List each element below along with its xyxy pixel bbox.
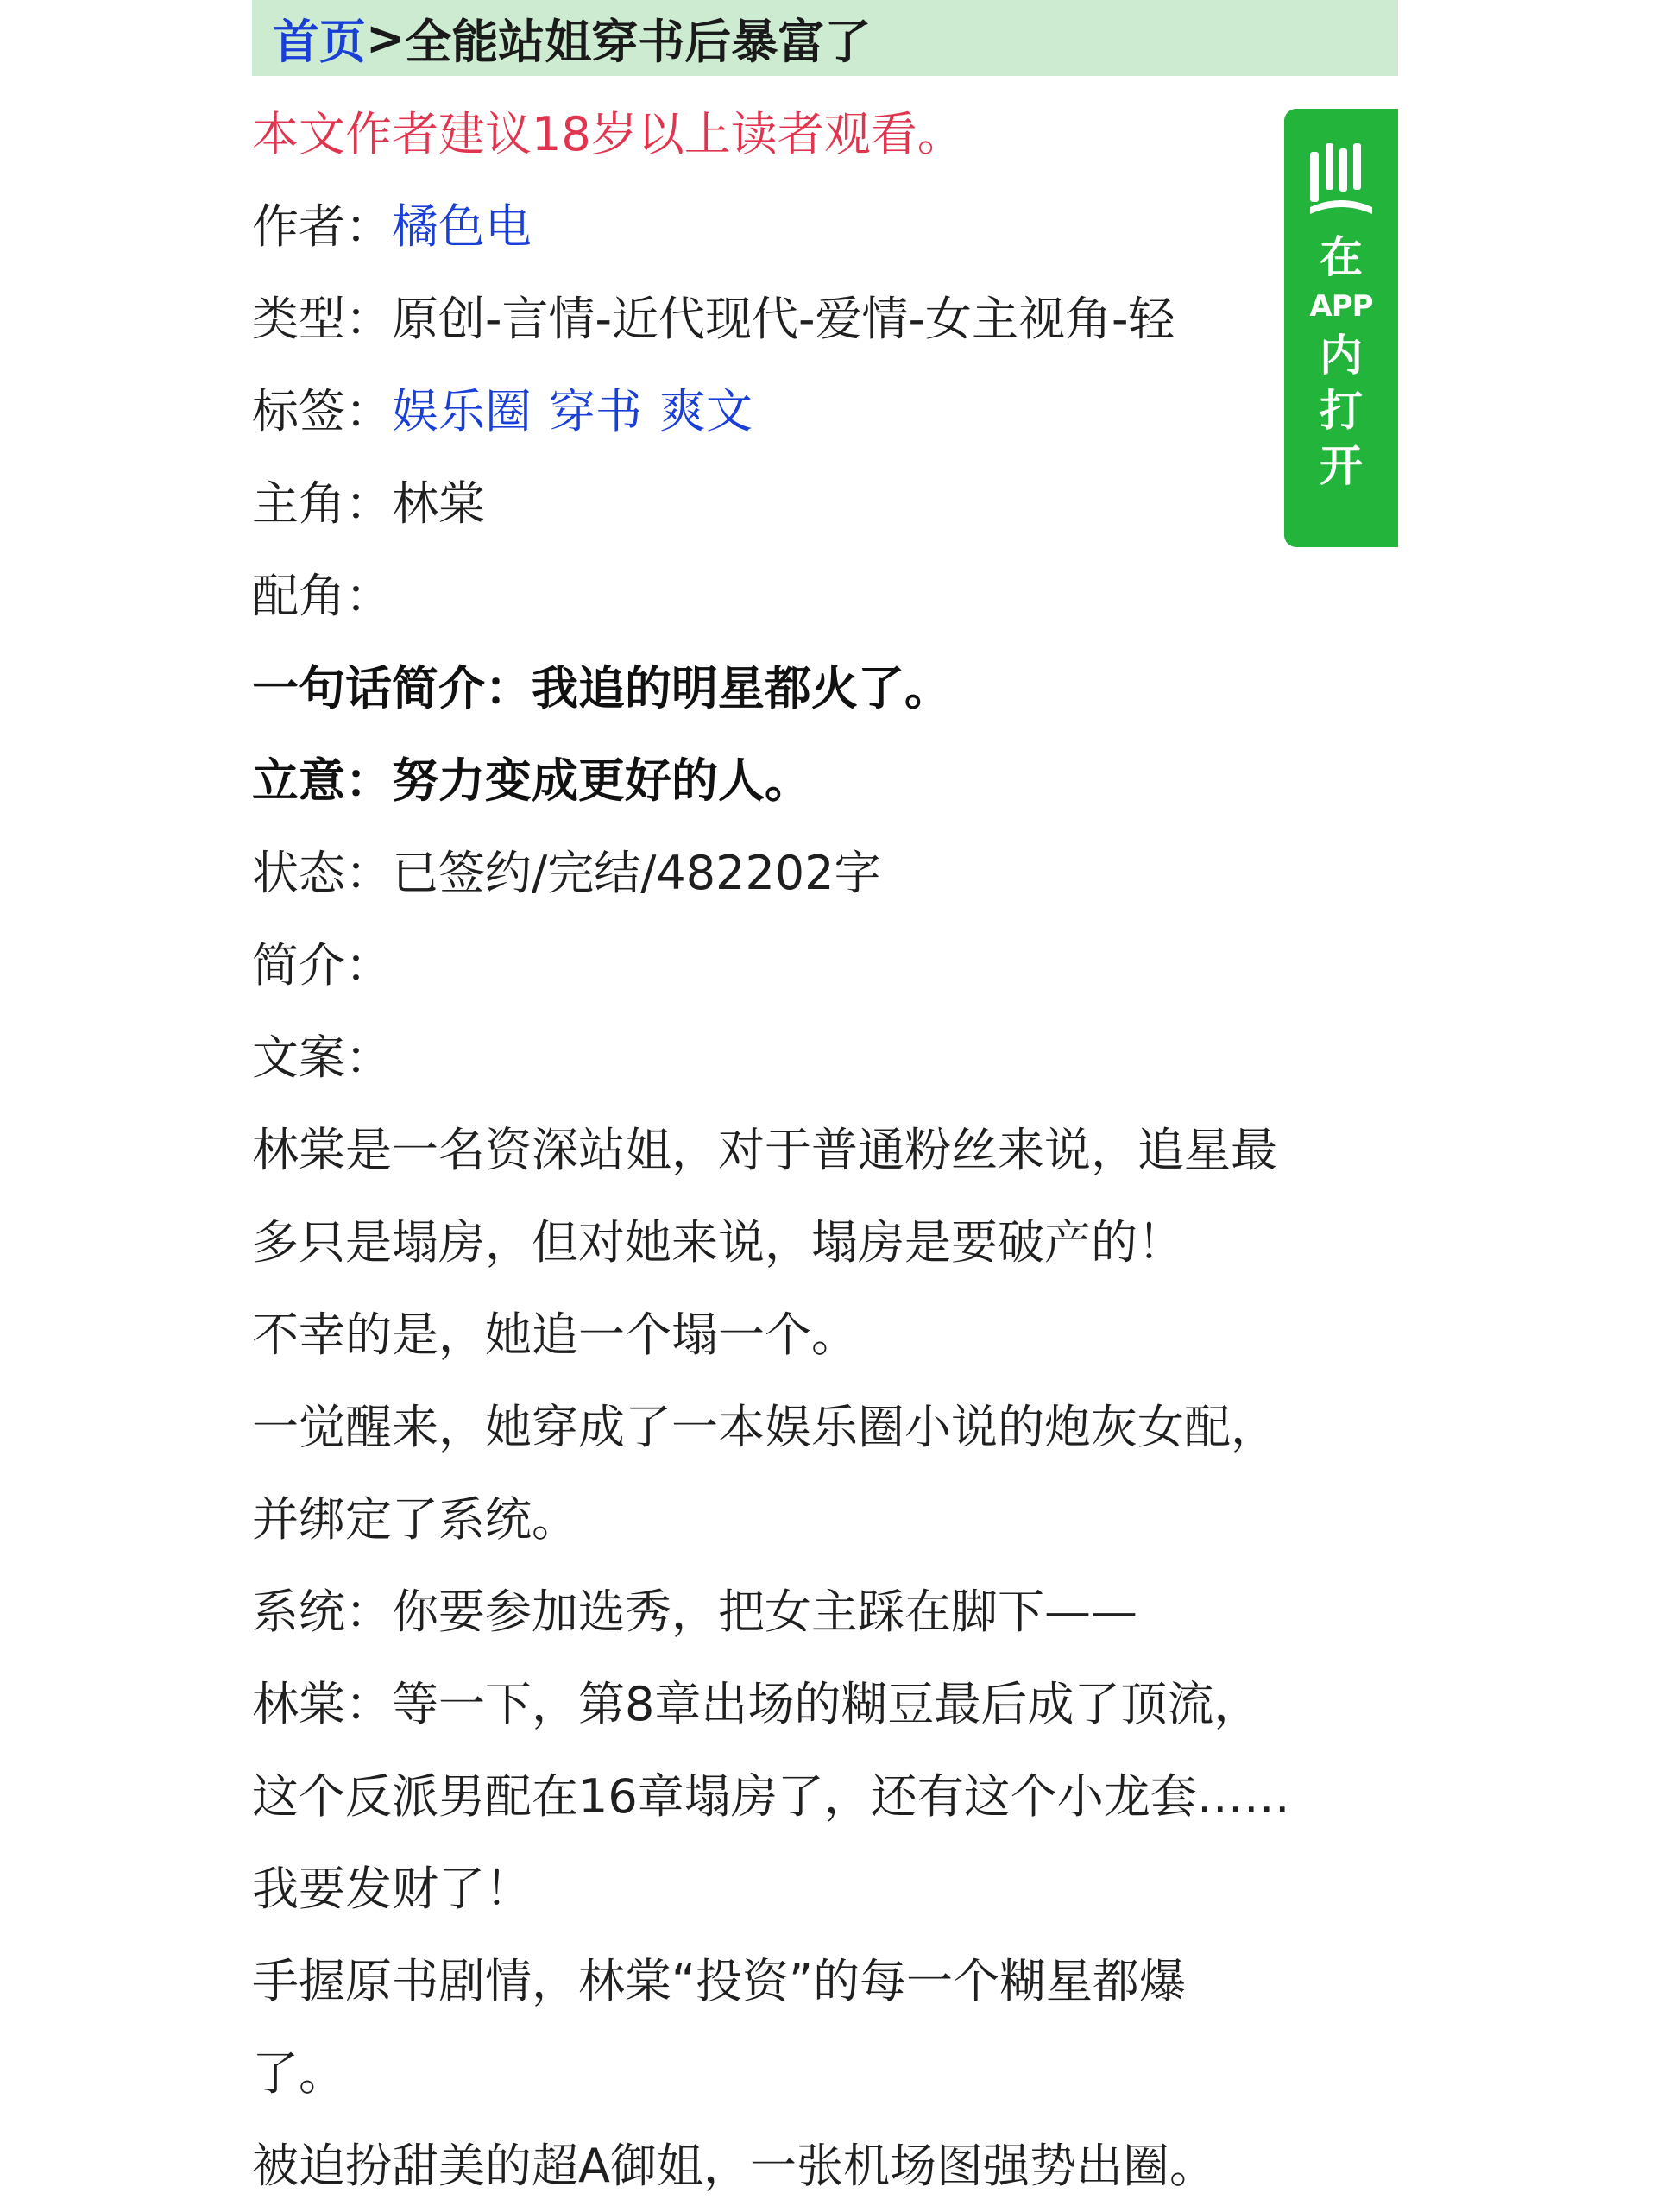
type-label: 类型： [252,292,392,346]
synopsis-body [252,1104,1398,2212]
theme-row [252,734,1398,827]
oneline-value: 我追的明星都火了。 [532,661,951,715]
synopsis-line: 并绑定了系统。 [252,1492,578,1547]
badge-char: 在 [1320,232,1363,282]
badge-char: 内 [1320,331,1363,381]
author-label: 作者： [252,199,392,254]
badge-char: 开 [1320,441,1363,491]
tag-link[interactable]: 娱乐圈 [392,384,532,438]
tags-label: 标签： [252,384,392,438]
page-title: 全能站姐穿书后暴富了 [405,14,872,69]
tag-link[interactable]: 穿书 [549,384,642,438]
oneline-row [252,642,1398,734]
synopsis-line: 被迫扮甜美的超A御姐，一张机场图强势出圈。 [252,2139,1216,2193]
synopsis-line: 林棠：等一下，第8章出场的糊豆最后成了顶流， [252,1677,1261,1731]
synopsis-line: 系统：你要参加选秀，把女主踩在脚下—— [252,1585,1137,1639]
copy-label: 文案： [252,1030,392,1085]
oneline-label: 一句话简介： [252,661,532,715]
intro-label: 简介： [252,938,392,993]
status-label: 状态： [252,846,392,900]
lead-label: 主角： [252,476,392,531]
badge-char: APP [1309,289,1373,324]
breadcrumb [252,0,1398,76]
status-row [252,827,1398,919]
support-row [252,550,1398,642]
synopsis-line: 林棠是一名资深站姐，对于普通粉丝来说，追星最 [252,1123,1277,1177]
open-in-app-button[interactable] [1284,109,1398,547]
type-value: 原创-言情-近代现代-爱情-女主视角-轻 [392,292,1175,346]
content-column [252,0,1398,2212]
synopsis-line: 这个反派男配在16章塌房了，还有这个小龙套…… [252,1769,1290,1824]
synopsis-line: 一觉醒来，她穿成了一本娱乐圈小说的炮灰女配， [252,1400,1277,1454]
author-link[interactable]: 橘色电 [392,199,532,254]
synopsis-line: 了。 [252,2046,345,2101]
support-label: 配角： [252,569,392,623]
badge-char: 打 [1320,386,1363,436]
author-row [252,180,1398,273]
tags-row [252,365,1398,457]
synopsis-line: 手握原书剧情，林棠“投资”的每一个糊星都爆 [252,1954,1186,2008]
theme-value: 努力变成更好的人。 [392,753,811,808]
breadcrumb-home-link[interactable]: 首页 [273,14,366,69]
synopsis-line: 多只是塌房，但对她来说，塌房是要破产的！ [252,1215,1184,1270]
book-icon [1305,140,1377,223]
theme-label: 立意： [252,753,392,808]
synopsis-line: 不幸的是，她追一个塌一个。 [252,1308,858,1362]
status-value: 已签约/完结/482202字 [392,846,881,900]
synopsis-line: 我要发财了！ [252,1862,532,1916]
breadcrumb-separator: > [366,10,406,66]
age-warning: 本文作者建议18岁以上读者观看。 [252,107,964,161]
lead-value: 林棠 [392,476,485,531]
tag-link[interactable]: 爽文 [659,384,753,438]
type-row [252,273,1398,365]
lead-row [252,457,1398,550]
